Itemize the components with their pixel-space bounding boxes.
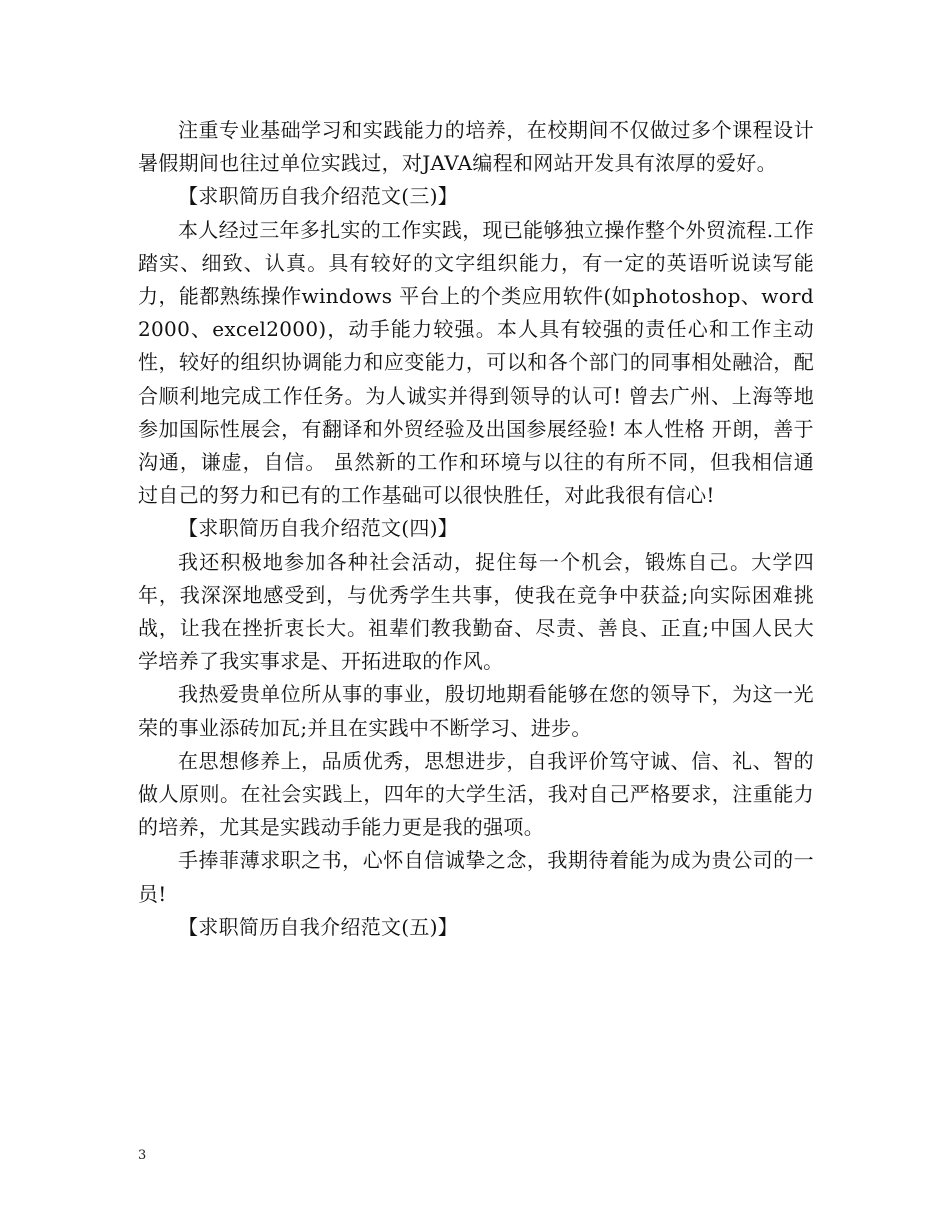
section-heading-5: 【求职简历自我介绍范文(五)】 xyxy=(178,914,459,939)
paragraph-social-activities: 我还积极地参加各种社会活动，捉住每一个机会，锻炼自己。大学四年，我深深地感受到，与优秀学生共事，使我在竞争中获益;向实际困难挑战，让我在挫折衷长大。祖辈们教我勤奋、尽责、善良、正直;中国人民大学培养了我实事求是、开拓进取的作风。 xyxy=(138,549,814,674)
paragraph-career-aspiration: 我热爱贵单位所从事的事业，殷切地期看能够在您的领导下，为这一光荣的事业添砖加瓦;并且在实践中不断学习、进步。 xyxy=(138,682,814,740)
document-body xyxy=(138,114,814,944)
section-heading-4: 【求职简历自我介绍范文(四)】 xyxy=(178,516,459,541)
page-number: 3 xyxy=(138,1148,147,1163)
paragraph-foreign-trade: 本人经过三年多扎实的工作实践，现已能够独立操作整个外贸流程.工作踏实、细致、认真。具有较好的文字组织能力，有一定的英语听说读写能力，能都熟练操作windows 平台上的个类应用软件(如photoshop、word2000、excel2000)，动手能力较强。本人具有较强的责任心和工作主动性，较好的组织协调能力和应变能力，可以和各个部门的同事相处融洽，配合顺利地完成工作任务。为人诚实并得到领导的认可! 曾去广州、上海等地参加国际性展会，有翻译和外贸经验及出国参展经验! 本人性格 开朗，善于沟通，谦虚，自信。 虽然新的工作和环境与以往的有所不同，但我相信通过自己的努力和已有的工作基础可以很快胜任，对此我很有信心! xyxy=(138,217,814,508)
paragraph-closing: 手捧菲薄求职之书，心怀自信诚挚之念，我期待着能为成为贵公司的一员! xyxy=(138,848,814,906)
paragraph-internship: 注重专业基础学习和实践能力的培养，在校期间不仅做过多个课程设计暑假期间也往过单位实践过，对JAVA编程和网站开发具有浓厚的爱好。 xyxy=(138,118,814,176)
section-heading-3: 【求职简历自我介绍范文(三)】 xyxy=(178,184,459,209)
paragraph-moral-cultivation: 在思想修养上，品质优秀，思想进步，自我评价笃守诚、信、礼、智的做人原则。在社会实践上，四年的大学生活，我对自己严格要求，注重能力的培养，尤其是实践动手能力更是我的强项。 xyxy=(138,748,814,840)
